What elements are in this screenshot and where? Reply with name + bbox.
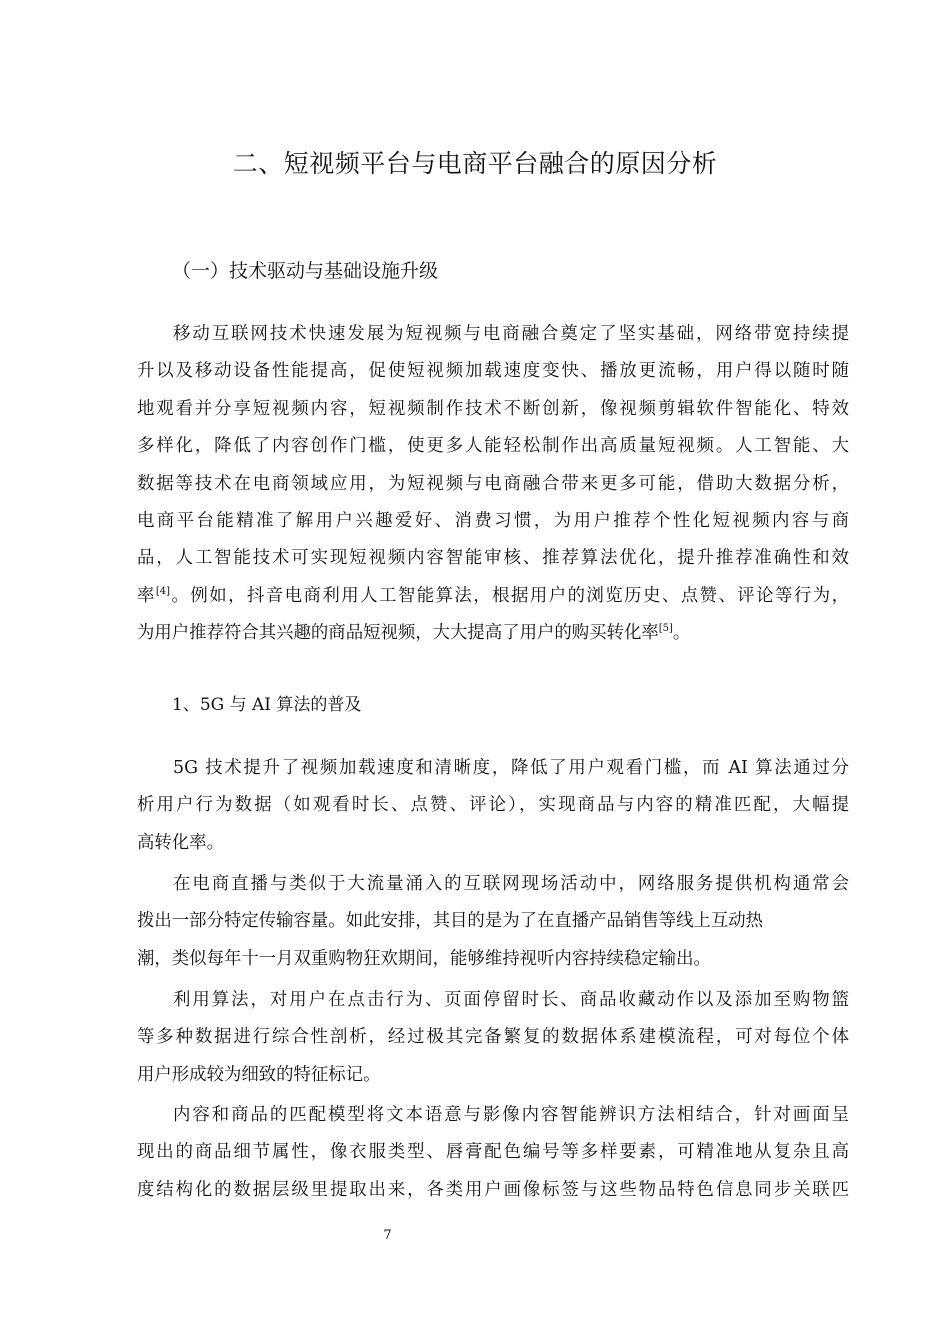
paragraph-user-profiling	[137, 982, 849, 1094]
page-number: 7	[383, 1228, 392, 1243]
text-line: 5G 技术提升了视频加载速度和清晰度，降低了用户观看门槛，而 AI 算法通过分	[173, 758, 849, 778]
paragraph-tech-foundation	[137, 316, 849, 653]
text-segment: 率	[137, 585, 156, 606]
text-line: 地观看并分享短视频内容，短视频制作技术不断创新，像视频剪辑软件智能化、特效	[137, 398, 849, 419]
text-line	[137, 615, 849, 652]
text-line: 品，人工智能技术可实现短视频内容智能审核、推荐算法优化，提升推荐准确性和效	[137, 548, 849, 569]
text-line: 多样化，降低了内容创作门槛，使更多人能轻松制作出高质量短视频。人工智能、大	[137, 436, 849, 457]
text-line: 潮，类似每年十一月双重购物狂欢期间，能够维持视听内容持续稳定输出。	[137, 948, 711, 969]
text-line: 升以及移动设备性能提高，促使短视频加载速度变快、播放更流畅，用户得以随时随	[137, 361, 849, 382]
citation-ref: [4]	[155, 585, 171, 597]
text-line: 析用户行为数据（如观看时长、点赞、评论），实现商品与内容的精准匹配，大幅提	[137, 795, 849, 816]
text-line: 度结构化的数据层级里提取出来，各类用户画像标签与这些物品特色信息同步关联匹	[137, 1179, 849, 1200]
chapter-title: 二、短视频平台与电商平台融合的原因分析	[232, 149, 718, 178]
text-line: 高转化率。	[137, 832, 224, 853]
text-line: 拨出一部分特定传输容量。如此安排，其目的是为了在直播产品销售等线上互动热	[137, 911, 764, 932]
paragraph-bandwidth	[137, 866, 849, 978]
section-title: （一）技术驱动与基础设施升级	[172, 260, 439, 282]
text-line: 移动互联网技术快速发展为短视频与电商融合奠定了坚实基础，网络带宽持续提	[173, 324, 849, 344]
paragraph-5g-ai	[137, 750, 849, 862]
text-line: 电商平台能精准了解用户兴趣爱好、消费习惯，为用户推荐个性化短视频内容与商	[137, 510, 849, 531]
subsection-title: 1、5G 与 AI 算法的普及	[172, 695, 362, 715]
text-line: 数据等技术在电商领域应用，为短视频与电商融合带来更多可能，借助大数据分析，	[137, 473, 849, 494]
text-line: 现出的商品细节属性，像衣服类型、唇膏配色编号等多样要素，可精准地从复杂且高	[137, 1142, 849, 1163]
text-segment: 为用户推荐符合其兴趣的商品短视频，大大提高了用户的购买转化率	[137, 623, 659, 644]
paragraph-matching-model	[137, 1097, 849, 1209]
text-line: 内容和商品的匹配模型将文本语意与影像内容智能辨识方法相结合，针对画面呈	[173, 1105, 849, 1125]
text-segment: 。	[672, 623, 691, 644]
text-line: 用户形成较为细致的特征标记。	[137, 1064, 381, 1085]
text-segment: 。例如，抖音电商利用人工智能算法，根据用户的浏览历史、点赞、评论等行为，	[170, 585, 849, 606]
citation-ref: [5]	[658, 623, 673, 635]
text-line	[137, 578, 849, 615]
text-line: 等多种数据进行综合性剖析，经过极其完备繁复的数据体系建模流程，可对每位个体	[137, 1027, 849, 1048]
text-line: 利用算法，对用户在点击行为、页面停留时长、商品收藏动作以及添加至购物篮	[173, 990, 849, 1010]
text-line: 在电商直播与类似于大流量涌入的互联网现场活动中，网络服务提供机构通常会	[173, 874, 849, 894]
